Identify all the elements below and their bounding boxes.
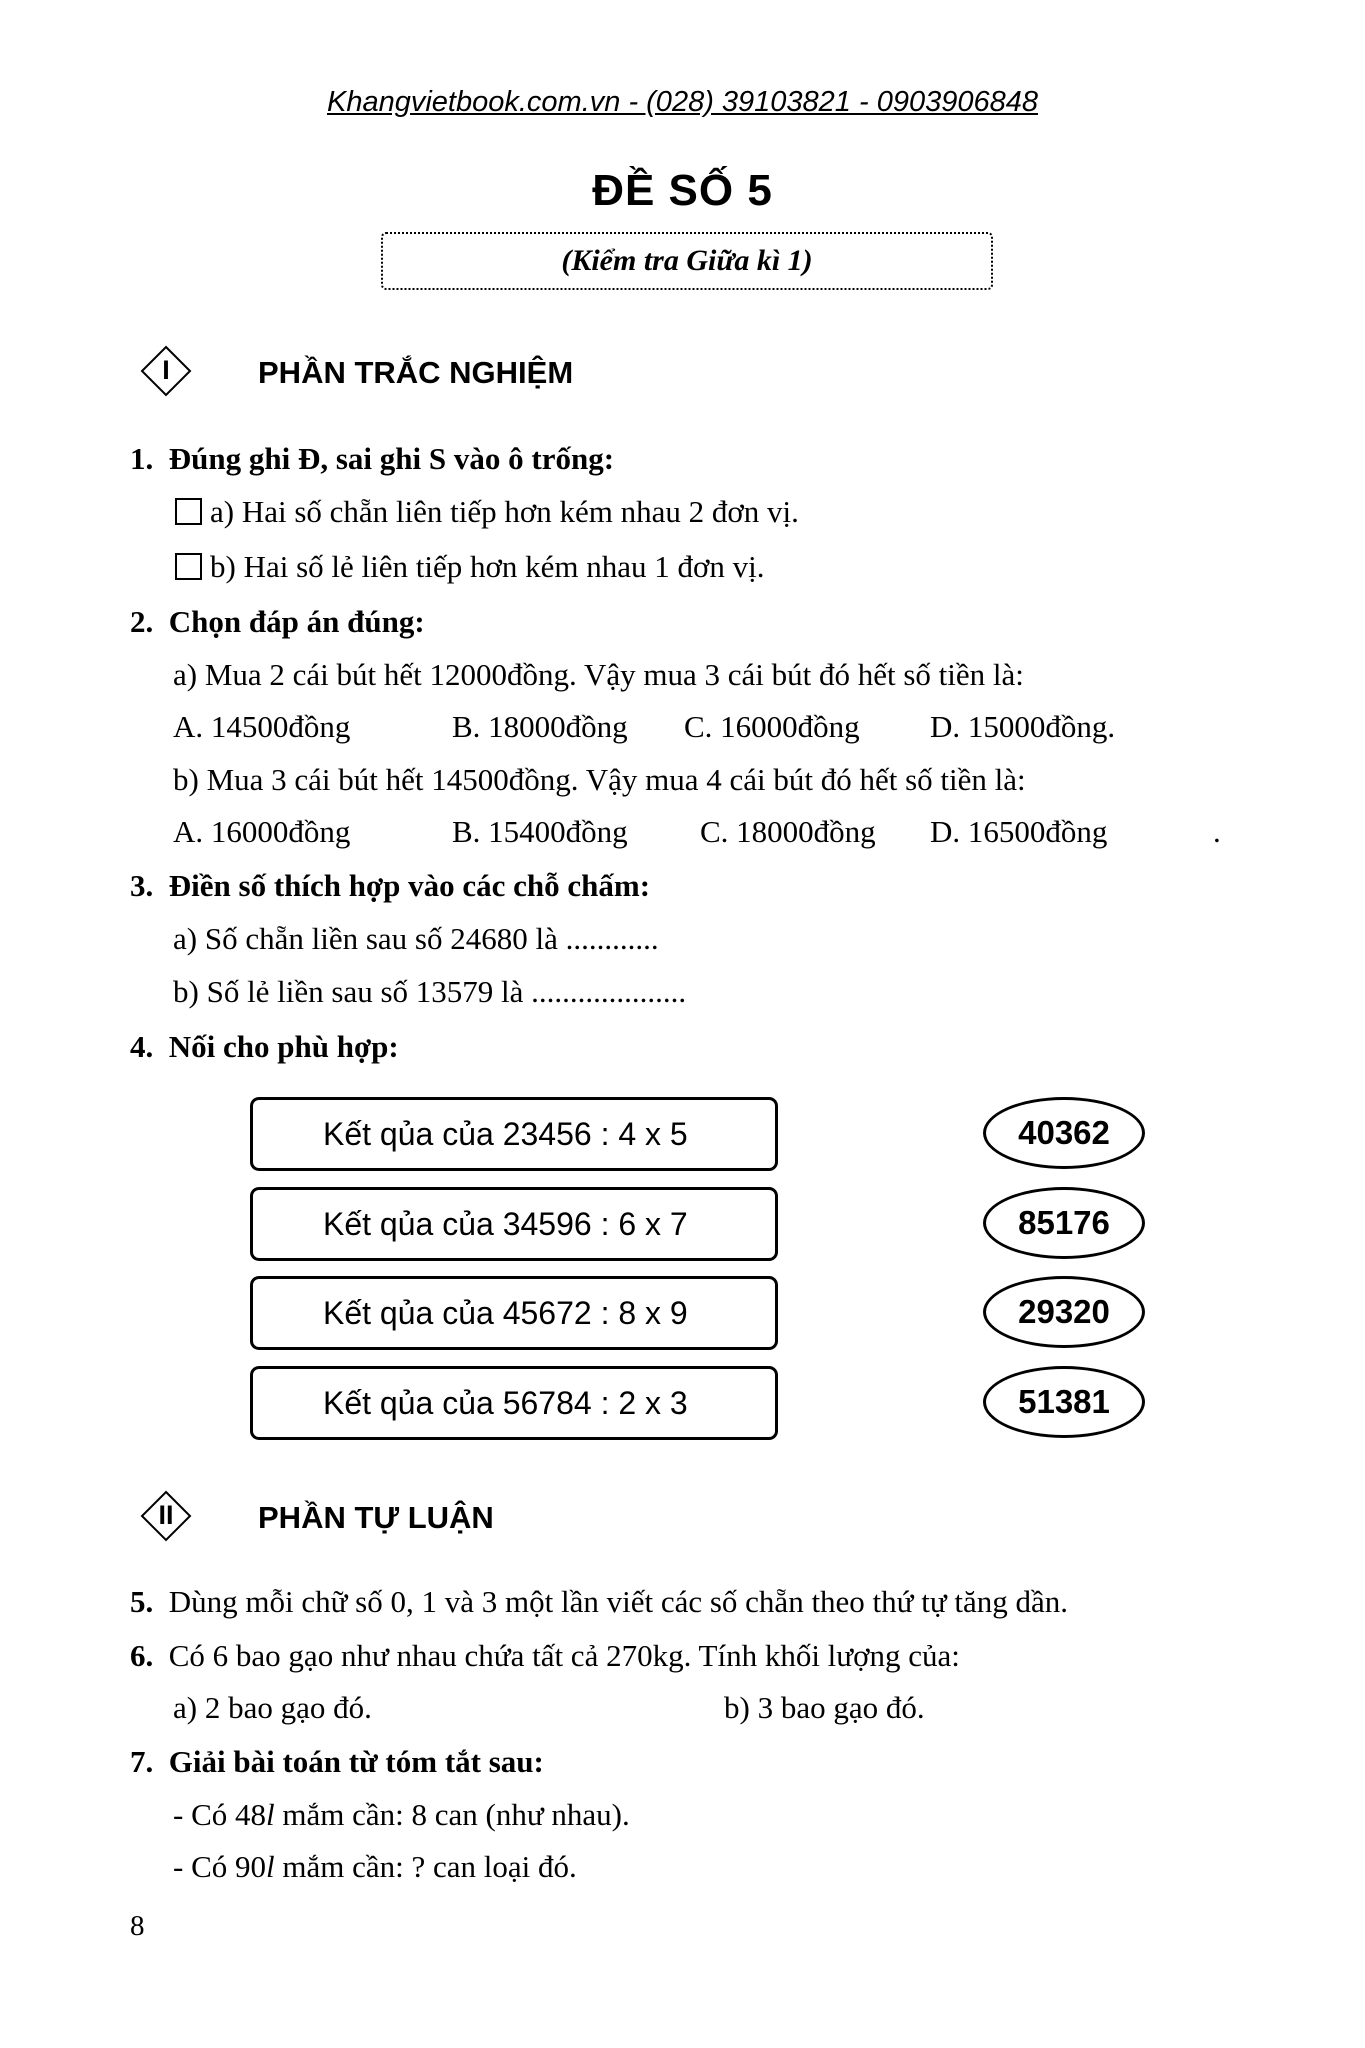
q2-part-a-text: a) Mua 2 cái bút hết 12000đồng. Vậy mua 3 cái bút đó hết số tiền là: xyxy=(173,657,1024,692)
match-right-oval[interactable]: 29320 xyxy=(983,1276,1145,1348)
question-prompt: Giải bài toán từ tóm tắt sau: xyxy=(168,1744,544,1779)
answer-checkbox[interactable] xyxy=(175,498,202,525)
question-5 xyxy=(130,1584,1068,1620)
line-text: - Có 90 xyxy=(173,1849,266,1884)
question-number: 1. xyxy=(130,441,154,476)
section-2-title: PHẦN TỰ LUẬN xyxy=(258,1500,494,1535)
question-1 xyxy=(130,441,614,477)
section-2-numeral: II xyxy=(158,1500,174,1530)
header-link[interactable]: Khangvietbook.com.vn - (028) 39103821 - 0903906848 xyxy=(326,86,1038,118)
match-right-oval[interactable]: 85176 xyxy=(983,1187,1145,1259)
section-1-numeral: I xyxy=(162,355,170,385)
question-number: 7. xyxy=(130,1744,154,1779)
statement-text: b) Hai số lẻ liên tiếp hơn kém nhau 1 đơn vị. xyxy=(210,549,765,584)
match-left-box[interactable]: Kết qủa của 45672 : 8 x 9 xyxy=(250,1276,778,1350)
match-left-box[interactable]: Kết qủa của 34596 : 6 x 7 xyxy=(250,1187,778,1261)
match-right-oval[interactable]: 40362 xyxy=(983,1097,1145,1169)
q7-line-2 xyxy=(173,1849,577,1885)
q2b-option-c: C. 18000đồng xyxy=(700,814,876,849)
unit-liter: l xyxy=(266,1797,275,1832)
question-7 xyxy=(130,1744,544,1780)
question-prompt: Nối cho phù hợp: xyxy=(168,1029,399,1064)
q2a-option-d: D. 15000đồng. xyxy=(930,709,1116,744)
q2b-option-b: B. 15400đồng xyxy=(452,814,628,849)
q2a-option-c: C. 16000đồng xyxy=(684,709,860,744)
question-number: 2. xyxy=(130,604,154,639)
q2a-option-b: B. 18000đồng xyxy=(452,709,628,744)
statement-text: a) Hai số chẵn liên tiếp hơn kém nhau 2 đơn vị. xyxy=(210,494,799,529)
q1-item-b xyxy=(175,549,765,585)
exam-title: ĐỀ SỐ 5 xyxy=(592,166,773,215)
line-text: mắm cần: ? can loại đó. xyxy=(274,1849,577,1884)
unit-liter: l xyxy=(266,1849,275,1884)
q6-part-b: b) 3 bao gạo đó. xyxy=(724,1690,925,1725)
q2a-option-a: A. 14500đồng xyxy=(173,709,351,744)
q3-item-a: a) Số chẵn liền sau số 24680 là ............ xyxy=(173,921,659,956)
section-2-badge xyxy=(140,1490,192,1547)
q6-part-a: a) 2 bao gạo đó. xyxy=(173,1690,372,1725)
q2b-option-a: A. 16000đồng xyxy=(173,814,351,849)
exam-subtitle: (Kiểm tra Giữa kì 1) xyxy=(561,244,813,277)
question-number: 6. xyxy=(130,1638,154,1673)
q2b-trailing-dot: . xyxy=(1213,814,1221,849)
section-1-title: PHẦN TRẮC NGHIỆM xyxy=(258,355,574,390)
line-text: mắm cần: 8 can (như nhau). xyxy=(274,1797,630,1832)
answer-checkbox[interactable] xyxy=(175,553,202,580)
question-text: Dùng mỗi chữ số 0, 1 và 3 một lần viết các số chẵn theo thứ tự tăng dần. xyxy=(168,1584,1069,1619)
match-left-box[interactable]: Kết qủa của 56784 : 2 x 3 xyxy=(250,1366,778,1440)
question-prompt: Điền số thích hợp vào các chỗ chấm: xyxy=(168,868,651,903)
question-number: 3. xyxy=(130,868,154,903)
q2b-option-d: D. 16500đồng xyxy=(930,814,1108,849)
question-number: 4. xyxy=(130,1029,154,1064)
q2-part-b-text: b) Mua 3 cái bút hết 14500đồng. Vậy mua 4 cái bút đó hết số tiền là: xyxy=(173,762,1026,797)
question-text: Có 6 bao gạo như nhau chứa tất cả 270kg. Tính khối lượng của: xyxy=(168,1638,960,1673)
question-prompt: Chọn đáp án đúng: xyxy=(168,604,425,639)
q1-item-a xyxy=(175,494,799,530)
subtitle-box xyxy=(381,232,993,290)
question-6 xyxy=(130,1638,960,1674)
question-prompt: Đúng ghi Đ, sai ghi S vào ô trống: xyxy=(168,441,615,476)
line-text: - Có 48 xyxy=(173,1797,266,1832)
match-right-oval[interactable]: 51381 xyxy=(983,1366,1145,1438)
section-1-badge xyxy=(140,345,192,402)
question-2 xyxy=(130,604,425,640)
q7-line-1 xyxy=(173,1797,630,1833)
q3-item-b: b) Số lẻ liền sau số 13579 là .................... xyxy=(173,974,687,1009)
match-left-box[interactable]: Kết qủa của 23456 : 4 x 5 xyxy=(250,1097,778,1171)
question-3 xyxy=(130,868,650,904)
page-number: 8 xyxy=(130,1910,145,1942)
question-number: 5. xyxy=(130,1584,154,1619)
question-4 xyxy=(130,1029,399,1065)
